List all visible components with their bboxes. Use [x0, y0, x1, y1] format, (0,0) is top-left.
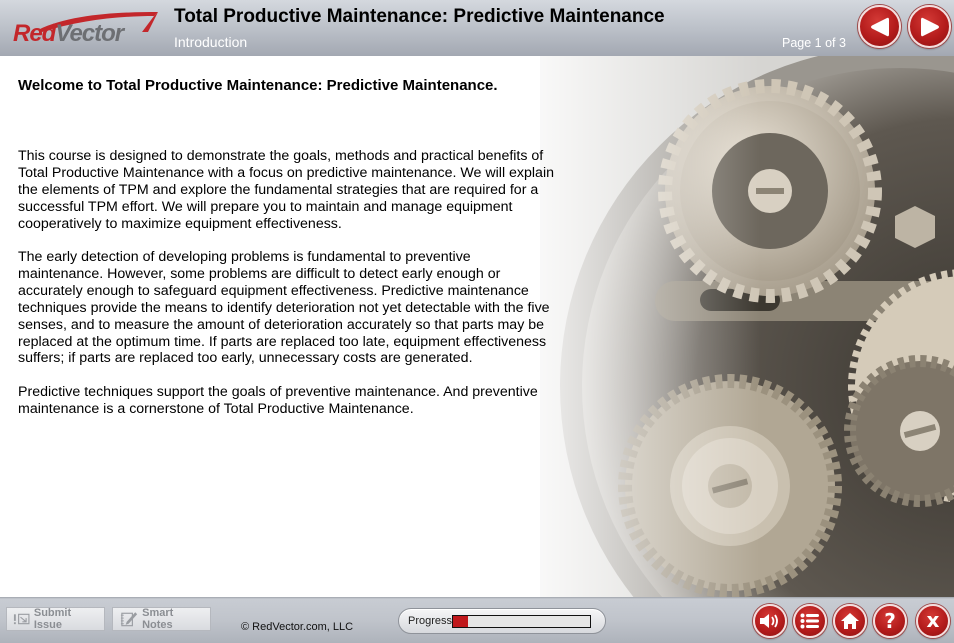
triangle-right-icon — [919, 15, 941, 39]
speaker-icon — [759, 612, 781, 630]
audio-button[interactable] — [753, 604, 787, 638]
paragraph-predictive-techniques: Predictive techniques support the goals of preventive maintenance. And preventive maintenance is a cornerstone of Total Productive Maintenance. — [18, 383, 538, 417]
submit-issue-label: Submit Issue — [33, 607, 72, 631]
page-indicator: Page 1 of 3 — [782, 36, 846, 50]
progress-track — [452, 615, 591, 628]
redvector-logo — [10, 10, 160, 48]
header-bar — [0, 0, 954, 56]
footer-bar — [0, 597, 954, 643]
smart-notes-label: Smart Notes — [142, 607, 174, 631]
lesson-text — [18, 76, 558, 434]
previous-page-button[interactable] — [858, 5, 901, 48]
course-title: Total Productive Maintenance: Predictive Maintenance — [174, 6, 665, 27]
question-icon: ? — [884, 609, 896, 633]
smart-notes-button[interactable] — [112, 607, 211, 631]
close-icon: x — [926, 607, 940, 632]
exit-button[interactable] — [916, 604, 950, 638]
menu-button[interactable] — [793, 604, 827, 638]
section-title: Introduction — [174, 34, 248, 50]
content-area — [0, 56, 954, 597]
progress-label: Progress — [408, 615, 453, 627]
list-icon — [800, 613, 820, 629]
report-issue-icon — [13, 612, 30, 626]
help-button[interactable] — [873, 604, 907, 638]
triangle-left-icon — [869, 15, 891, 39]
progress-indicator — [398, 608, 606, 634]
logo-text-gray: Vector — [55, 20, 124, 47]
progress-fill — [453, 616, 468, 627]
logo-text-red: Red — [13, 20, 56, 47]
next-page-button[interactable] — [908, 5, 951, 48]
paragraph-early-detection: The early detection of developing problems is fundamental to preventive maintenance. However, some problems are difficult to detect early enough or accurately enough to safeguard equipment effectiveness. Predictive maintenance techniques provide the means to identify deterioration not yet detectable with the five senses, and to measure the amount of deterioration accurately so that parts may be replaced at the optimum time. If parts are replaced too late, equipment effectiveness suffers; if parts are replaced too early, unnecessary costs are generated. — [18, 249, 550, 367]
submit-issue-button[interactable] — [6, 607, 105, 631]
welcome-heading: Welcome to Total Productive Maintenance: Predictive Maintenance. — [18, 77, 498, 94]
home-icon — [840, 612, 860, 630]
notepad-pencil-icon — [119, 610, 138, 628]
home-button[interactable] — [833, 604, 867, 638]
paragraph-intro: This course is designed to demonstrate the goals, methods and practical benefits of Total Productive Maintenance with a focus on predictive maintenance. We will explain the elements of TPM and explore the fundamental strategies that are required for a successful TPM effort. We will prepare you to maintain and manage equipment cooperatively to maximize equipment effectiveness. — [18, 148, 554, 232]
copyright-text: © RedVector.com, LLC — [241, 621, 354, 633]
